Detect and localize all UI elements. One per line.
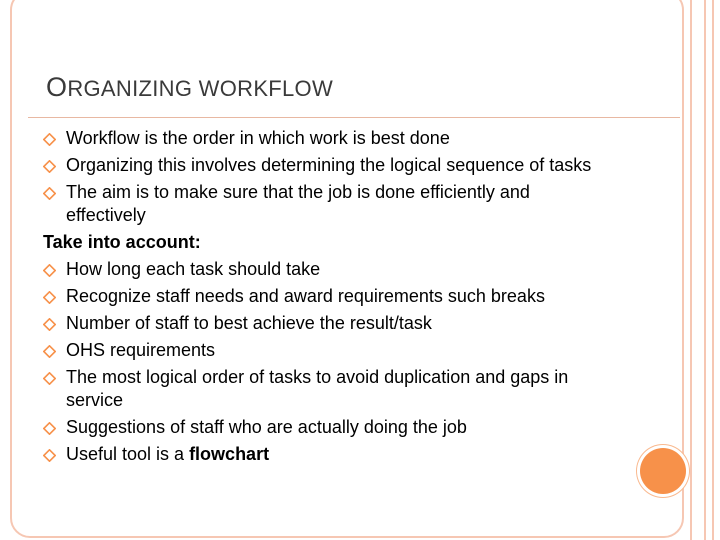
bullet-text-emphasis: flowchart: [189, 444, 270, 464]
decorative-line: [712, 0, 714, 540]
bullet-item: [43, 443, 613, 466]
bullet-text: OHS requirements: [66, 340, 216, 360]
diamond-outline-icon: [43, 264, 56, 277]
bullet-item: [43, 339, 613, 362]
bullet-text: The aim is to make sure that the job is done efficiently and effectively: [66, 182, 530, 225]
bullet-item: [43, 312, 613, 335]
diamond-outline-icon: [43, 449, 56, 462]
subheading: Take into account:: [43, 232, 201, 252]
bullet-item: [43, 258, 613, 281]
bullet-text: The most logical order of tasks to avoid duplication and gaps in service: [66, 367, 569, 410]
bullet-item: [43, 127, 613, 150]
diamond-outline-icon: [43, 160, 56, 173]
bullet-item: [43, 181, 613, 227]
slide-body: [43, 127, 613, 470]
bullet-text: Recognize staff needs and award requirements such breaks: [66, 286, 545, 306]
bullet-text: How long each task should take: [66, 259, 321, 279]
diamond-outline-icon: [43, 345, 56, 358]
decorative-line: [704, 0, 706, 540]
decorative-line: [690, 0, 692, 540]
diamond-outline-icon: [43, 372, 56, 385]
diamond-outline-icon: [43, 187, 56, 200]
title-rest: RGANIZING WORKFLOW: [67, 76, 334, 101]
title-divider: [28, 117, 680, 118]
diamond-outline-icon: [43, 133, 56, 146]
bullet-item: [43, 285, 613, 308]
bullet-text-prefix: Useful tool is a: [66, 444, 190, 464]
bullet-item: [43, 154, 613, 177]
bullet-item: [43, 416, 613, 439]
bullet-text: Workflow is the order in which work is best done: [66, 128, 450, 148]
diamond-outline-icon: [43, 318, 56, 331]
slide-title: [46, 72, 333, 103]
bullet-text: Suggestions of staff who are actually doing the job: [66, 417, 467, 437]
bullet-item: [43, 366, 613, 412]
diamond-outline-icon: [43, 422, 56, 435]
diamond-outline-icon: [43, 291, 56, 304]
title-initial: O: [46, 72, 68, 102]
bullet-text: Number of staff to best achieve the result/task: [66, 313, 432, 333]
bullet-text: Organizing this involves determining the logical sequence of tasks: [66, 155, 592, 175]
accent-circle: [640, 448, 686, 494]
